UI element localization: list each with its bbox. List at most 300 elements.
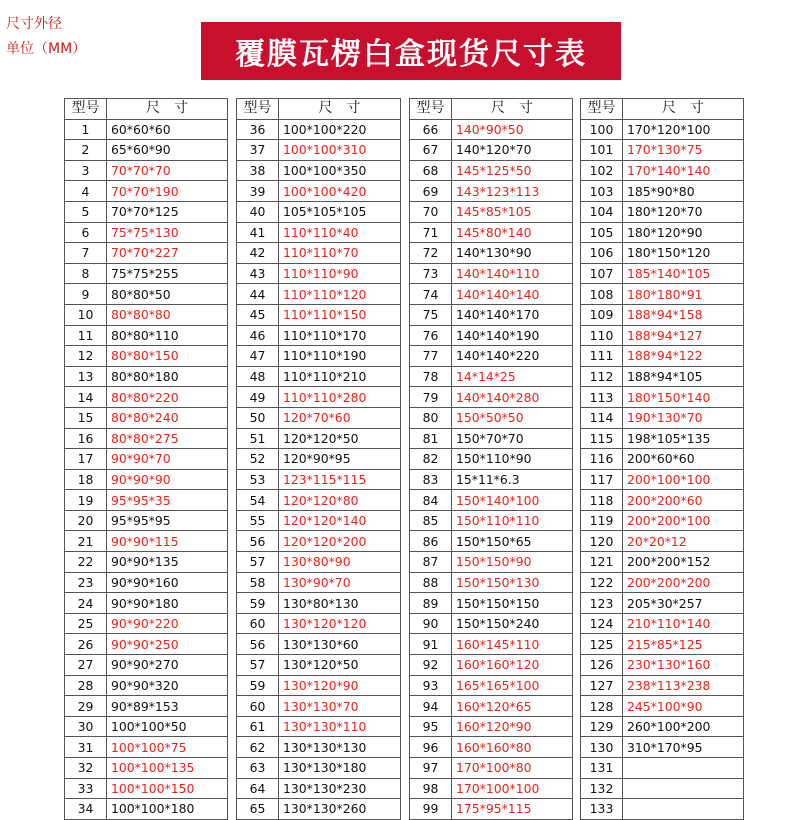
model-cell: 21 <box>65 531 107 552</box>
size-cell: 90*90*90 <box>107 469 228 490</box>
table-row <box>410 799 573 820</box>
model-cell: 47 <box>237 346 279 367</box>
size-cell: 80*80*150 <box>107 346 228 367</box>
model-cell: 84 <box>410 490 452 511</box>
model-cell: 109 <box>581 304 623 325</box>
table-row <box>581 366 744 387</box>
model-cell: 68 <box>410 160 452 181</box>
table-row <box>410 469 573 490</box>
model-cell: 2 <box>65 140 107 161</box>
model-cell: 86 <box>410 531 452 552</box>
table-row <box>237 552 401 573</box>
table-row <box>581 696 744 717</box>
table-row <box>237 160 401 181</box>
model-cell: 9 <box>65 284 107 305</box>
table-row <box>237 716 401 737</box>
size-cell: 70*70*190 <box>107 181 228 202</box>
header-size: 尺 寸 <box>279 99 401 120</box>
model-cell: 57 <box>237 552 279 573</box>
size-cell: 140*140*220 <box>452 346 573 367</box>
size-cell: 65*60*90 <box>107 140 228 161</box>
size-cell: 140*140*190 <box>452 325 573 346</box>
table-row <box>237 181 401 202</box>
model-cell: 93 <box>410 675 452 696</box>
model-cell: 59 <box>237 593 279 614</box>
size-cell: 90*90*70 <box>107 449 228 470</box>
size-cell: 200*200*152 <box>623 552 744 573</box>
size-cell: 105*105*105 <box>279 201 401 222</box>
table-row <box>410 201 573 222</box>
size-cell: 188*94*158 <box>623 304 744 325</box>
model-cell: 83 <box>410 469 452 490</box>
table-row <box>581 449 744 470</box>
table-row <box>65 552 228 573</box>
model-cell: 3 <box>65 160 107 181</box>
table-row <box>581 407 744 428</box>
size-cell: 80*80*50 <box>107 284 228 305</box>
size-cell: 70*70*125 <box>107 201 228 222</box>
table-row <box>237 758 401 779</box>
size-cell: 188*94*122 <box>623 346 744 367</box>
model-cell: 105 <box>581 222 623 243</box>
size-cell: 100*100*75 <box>107 737 228 758</box>
table-row <box>65 222 228 243</box>
note-line-1: 尺寸外径 <box>6 16 62 32</box>
size-cell: 110*110*90 <box>279 263 401 284</box>
model-cell: 7 <box>65 243 107 264</box>
table-row <box>65 284 228 305</box>
table-row <box>237 263 401 284</box>
size-cell: 90*90*270 <box>107 655 228 676</box>
model-cell: 81 <box>410 428 452 449</box>
header-size: 尺 寸 <box>452 99 573 120</box>
table-row <box>581 758 744 779</box>
table-row <box>237 655 401 676</box>
model-cell: 36 <box>237 119 279 140</box>
table-row <box>65 510 228 531</box>
table-row <box>410 696 573 717</box>
table-row <box>65 778 228 799</box>
size-cell: 140*140*280 <box>452 387 573 408</box>
model-cell: 117 <box>581 469 623 490</box>
size-cell: 14*14*25 <box>452 366 573 387</box>
model-cell: 5 <box>65 201 107 222</box>
size-cell: 15*11*6.3 <box>452 469 573 490</box>
size-cell: 110*110*70 <box>279 243 401 264</box>
table-row <box>65 531 228 552</box>
size-cell: 110*110*280 <box>279 387 401 408</box>
size-cell: 100*100*310 <box>279 140 401 161</box>
size-table-1 <box>64 98 228 820</box>
table-row <box>237 593 401 614</box>
size-table-4 <box>580 98 744 820</box>
size-cell: 160*160*120 <box>452 655 573 676</box>
model-cell: 118 <box>581 490 623 511</box>
size-table-3 <box>409 98 573 820</box>
size-cell: 90*90*160 <box>107 572 228 593</box>
size-cell: 130*130*70 <box>279 696 401 717</box>
size-cell: 160*160*80 <box>452 737 573 758</box>
table-row <box>410 346 573 367</box>
size-cell: 170*100*100 <box>452 778 573 799</box>
size-cell: 100*100*150 <box>107 778 228 799</box>
size-cell: 90*90*320 <box>107 675 228 696</box>
size-cell: 188*94*127 <box>623 325 744 346</box>
table-row <box>65 469 228 490</box>
table-row <box>410 675 573 696</box>
table-row <box>65 449 228 470</box>
model-cell: 132 <box>581 778 623 799</box>
model-cell: 94 <box>410 696 452 717</box>
model-cell: 67 <box>410 140 452 161</box>
size-cell: 20*20*12 <box>623 531 744 552</box>
table-row <box>65 346 228 367</box>
size-cell: 100*100*350 <box>279 160 401 181</box>
size-cell: 90*90*180 <box>107 593 228 614</box>
model-cell: 14 <box>65 387 107 408</box>
size-cell: 143*123*113 <box>452 181 573 202</box>
table-row <box>65 387 228 408</box>
table-row <box>581 469 744 490</box>
model-cell: 16 <box>65 428 107 449</box>
table-row <box>237 407 401 428</box>
size-cell: 100*100*135 <box>107 758 228 779</box>
table-row <box>581 613 744 634</box>
table-row <box>410 407 573 428</box>
model-cell: 37 <box>237 140 279 161</box>
size-cell: 75*75*255 <box>107 263 228 284</box>
size-cell: 180*120*90 <box>623 222 744 243</box>
model-cell: 72 <box>410 243 452 264</box>
size-cell: 130*130*60 <box>279 634 401 655</box>
table-row <box>237 387 401 408</box>
model-cell: 73 <box>410 263 452 284</box>
table-row <box>237 222 401 243</box>
model-cell: 92 <box>410 655 452 676</box>
model-cell: 48 <box>237 366 279 387</box>
size-cell: 215*85*125 <box>623 634 744 655</box>
table-row <box>237 366 401 387</box>
table-row <box>65 613 228 634</box>
model-cell: 19 <box>65 490 107 511</box>
model-cell: 99 <box>410 799 452 820</box>
size-cell: 80*80*180 <box>107 366 228 387</box>
size-cell: 188*94*105 <box>623 366 744 387</box>
table-row <box>65 655 228 676</box>
header-size: 尺 寸 <box>623 99 744 120</box>
table-row <box>410 387 573 408</box>
model-cell: 50 <box>237 407 279 428</box>
size-cell: 165*165*100 <box>452 675 573 696</box>
size-cell: 185*140*105 <box>623 263 744 284</box>
size-cell: 90*90*135 <box>107 552 228 573</box>
model-cell: 55 <box>237 510 279 531</box>
size-table-2 <box>236 98 401 820</box>
table-row <box>65 799 228 820</box>
table-row <box>410 243 573 264</box>
table-row <box>237 510 401 531</box>
model-cell: 42 <box>237 243 279 264</box>
table-row <box>237 346 401 367</box>
title-banner <box>201 22 621 80</box>
size-cell: 120*70*60 <box>279 407 401 428</box>
size-cell: 180*180*91 <box>623 284 744 305</box>
table-row <box>410 737 573 758</box>
size-cell: 80*80*275 <box>107 428 228 449</box>
size-cell: 160*120*90 <box>452 716 573 737</box>
table-row <box>237 696 401 717</box>
size-cell: 245*100*90 <box>623 696 744 717</box>
size-cell: 120*120*200 <box>279 531 401 552</box>
model-cell: 129 <box>581 716 623 737</box>
size-cell: 200*60*60 <box>623 449 744 470</box>
table-row <box>410 263 573 284</box>
table-row <box>65 696 228 717</box>
size-cell: 90*89*153 <box>107 696 228 717</box>
model-cell: 57 <box>237 655 279 676</box>
table-row <box>410 325 573 346</box>
model-cell: 100 <box>581 119 623 140</box>
model-cell: 130 <box>581 737 623 758</box>
model-cell: 131 <box>581 758 623 779</box>
table-row <box>237 119 401 140</box>
size-cell <box>623 799 744 820</box>
size-cell: 120*120*140 <box>279 510 401 531</box>
model-cell: 78 <box>410 366 452 387</box>
size-cell: 130*130*260 <box>279 799 401 820</box>
table-row <box>581 119 744 140</box>
table-row <box>410 181 573 202</box>
table-row <box>237 449 401 470</box>
size-cell: 180*120*70 <box>623 201 744 222</box>
table-row <box>581 181 744 202</box>
model-cell: 80 <box>410 407 452 428</box>
model-cell: 126 <box>581 655 623 676</box>
size-cell: 190*130*70 <box>623 407 744 428</box>
model-cell: 108 <box>581 284 623 305</box>
model-cell: 31 <box>65 737 107 758</box>
table-row <box>581 201 744 222</box>
model-cell: 87 <box>410 552 452 573</box>
model-cell: 122 <box>581 572 623 593</box>
model-cell: 98 <box>410 778 452 799</box>
table-row <box>65 737 228 758</box>
table-row <box>410 222 573 243</box>
table-row <box>410 140 573 161</box>
size-cell: 130*130*110 <box>279 716 401 737</box>
model-cell: 71 <box>410 222 452 243</box>
model-cell: 46 <box>237 325 279 346</box>
table-row <box>581 593 744 614</box>
table-row <box>581 325 744 346</box>
model-cell: 58 <box>237 572 279 593</box>
model-cell: 25 <box>65 613 107 634</box>
size-cell: 80*80*80 <box>107 304 228 325</box>
table-row <box>237 304 401 325</box>
size-cell: 140*140*170 <box>452 304 573 325</box>
table-row <box>410 758 573 779</box>
model-cell: 56 <box>237 531 279 552</box>
size-cell: 150*70*70 <box>452 428 573 449</box>
size-cell: 100*100*50 <box>107 716 228 737</box>
size-cell: 200*100*100 <box>623 469 744 490</box>
model-cell: 103 <box>581 181 623 202</box>
size-cell: 210*110*140 <box>623 613 744 634</box>
size-cell: 200*200*100 <box>623 510 744 531</box>
table-row <box>581 222 744 243</box>
table-row <box>237 737 401 758</box>
size-cell: 120*90*95 <box>279 449 401 470</box>
model-cell: 18 <box>65 469 107 490</box>
size-cell: 150*150*130 <box>452 572 573 593</box>
table-row <box>65 490 228 511</box>
size-cell: 90*90*115 <box>107 531 228 552</box>
size-cell: 110*110*190 <box>279 346 401 367</box>
table-row <box>581 552 744 573</box>
table-row <box>237 428 401 449</box>
table-row <box>581 490 744 511</box>
model-cell: 45 <box>237 304 279 325</box>
size-cell: 150*110*110 <box>452 510 573 531</box>
size-cell: 130*130*130 <box>279 737 401 758</box>
size-cell: 140*90*50 <box>452 119 573 140</box>
model-cell: 60 <box>237 613 279 634</box>
model-cell: 60 <box>237 696 279 717</box>
size-cell: 70*70*227 <box>107 243 228 264</box>
table-row <box>581 655 744 676</box>
header-model: 型号 <box>237 99 279 120</box>
model-cell: 124 <box>581 613 623 634</box>
table-row <box>237 140 401 161</box>
size-cell: 175*95*115 <box>452 799 573 820</box>
table-row <box>410 510 573 531</box>
table-row <box>237 613 401 634</box>
model-cell: 114 <box>581 407 623 428</box>
size-cell: 80*80*240 <box>107 407 228 428</box>
model-cell: 119 <box>581 510 623 531</box>
size-cell: 120*120*50 <box>279 428 401 449</box>
table-row <box>65 119 228 140</box>
table-row <box>581 284 744 305</box>
table-row <box>410 119 573 140</box>
size-cell: 70*70*70 <box>107 160 228 181</box>
model-cell: 61 <box>237 716 279 737</box>
model-cell: 127 <box>581 675 623 696</box>
table-row <box>581 243 744 264</box>
size-cell: 130*120*50 <box>279 655 401 676</box>
model-cell: 120 <box>581 531 623 552</box>
model-cell: 97 <box>410 758 452 779</box>
model-cell: 8 <box>65 263 107 284</box>
table-row <box>237 675 401 696</box>
model-cell: 38 <box>237 160 279 181</box>
model-cell: 32 <box>65 758 107 779</box>
table-row <box>581 160 744 181</box>
size-cell: 238*113*238 <box>623 675 744 696</box>
model-cell: 111 <box>581 346 623 367</box>
size-cell: 150*150*150 <box>452 593 573 614</box>
model-cell: 76 <box>410 325 452 346</box>
size-cell: 130*130*180 <box>279 758 401 779</box>
size-cell: 170*120*100 <box>623 119 744 140</box>
size-cell: 145*80*140 <box>452 222 573 243</box>
size-cell: 60*60*60 <box>107 119 228 140</box>
model-cell: 4 <box>65 181 107 202</box>
table-row <box>410 304 573 325</box>
size-cell: 130*80*90 <box>279 552 401 573</box>
model-cell: 24 <box>65 593 107 614</box>
page-title: 覆膜瓦楞白盒现货尺寸表 <box>235 37 587 72</box>
size-cell: 130*130*230 <box>279 778 401 799</box>
size-cell: 150*50*50 <box>452 407 573 428</box>
size-cell: 100*100*180 <box>107 799 228 820</box>
model-cell: 17 <box>65 449 107 470</box>
size-cell: 160*120*65 <box>452 696 573 717</box>
size-cell: 160*145*110 <box>452 634 573 655</box>
table-row <box>65 243 228 264</box>
size-cell: 75*75*130 <box>107 222 228 243</box>
model-cell: 74 <box>410 284 452 305</box>
model-cell: 10 <box>65 304 107 325</box>
size-cell: 205*30*257 <box>623 593 744 614</box>
table-row <box>410 366 573 387</box>
size-cell: 170*140*140 <box>623 160 744 181</box>
size-cell: 110*110*40 <box>279 222 401 243</box>
table-row <box>65 716 228 737</box>
table-row <box>410 634 573 655</box>
table-row <box>581 531 744 552</box>
size-cell: 130*90*70 <box>279 572 401 593</box>
model-cell: 27 <box>65 655 107 676</box>
table-row <box>237 201 401 222</box>
model-cell: 26 <box>65 634 107 655</box>
table-row <box>581 716 744 737</box>
table-row <box>410 593 573 614</box>
model-cell: 112 <box>581 366 623 387</box>
table-row <box>410 655 573 676</box>
size-cell: 120*120*80 <box>279 490 401 511</box>
model-cell: 95 <box>410 716 452 737</box>
table-row <box>65 325 228 346</box>
size-cell: 140*120*70 <box>452 140 573 161</box>
table-row <box>65 634 228 655</box>
model-cell: 28 <box>65 675 107 696</box>
table-row <box>410 552 573 573</box>
size-cell: 140*130*90 <box>452 243 573 264</box>
table-row <box>237 634 401 655</box>
table-row <box>237 284 401 305</box>
model-cell: 51 <box>237 428 279 449</box>
table-row <box>410 449 573 470</box>
table-row <box>581 140 744 161</box>
model-cell: 52 <box>237 449 279 470</box>
table-row <box>65 758 228 779</box>
model-cell: 69 <box>410 181 452 202</box>
table-row <box>65 160 228 181</box>
size-cell: 100*100*220 <box>279 119 401 140</box>
table-row <box>410 572 573 593</box>
table-row <box>65 140 228 161</box>
model-cell: 59 <box>237 675 279 696</box>
table-row <box>65 675 228 696</box>
model-cell: 104 <box>581 201 623 222</box>
model-cell: 12 <box>65 346 107 367</box>
size-cell: 150*140*100 <box>452 490 573 511</box>
model-cell: 39 <box>237 181 279 202</box>
size-cell: 185*90*80 <box>623 181 744 202</box>
model-cell: 115 <box>581 428 623 449</box>
size-cell: 90*90*250 <box>107 634 228 655</box>
